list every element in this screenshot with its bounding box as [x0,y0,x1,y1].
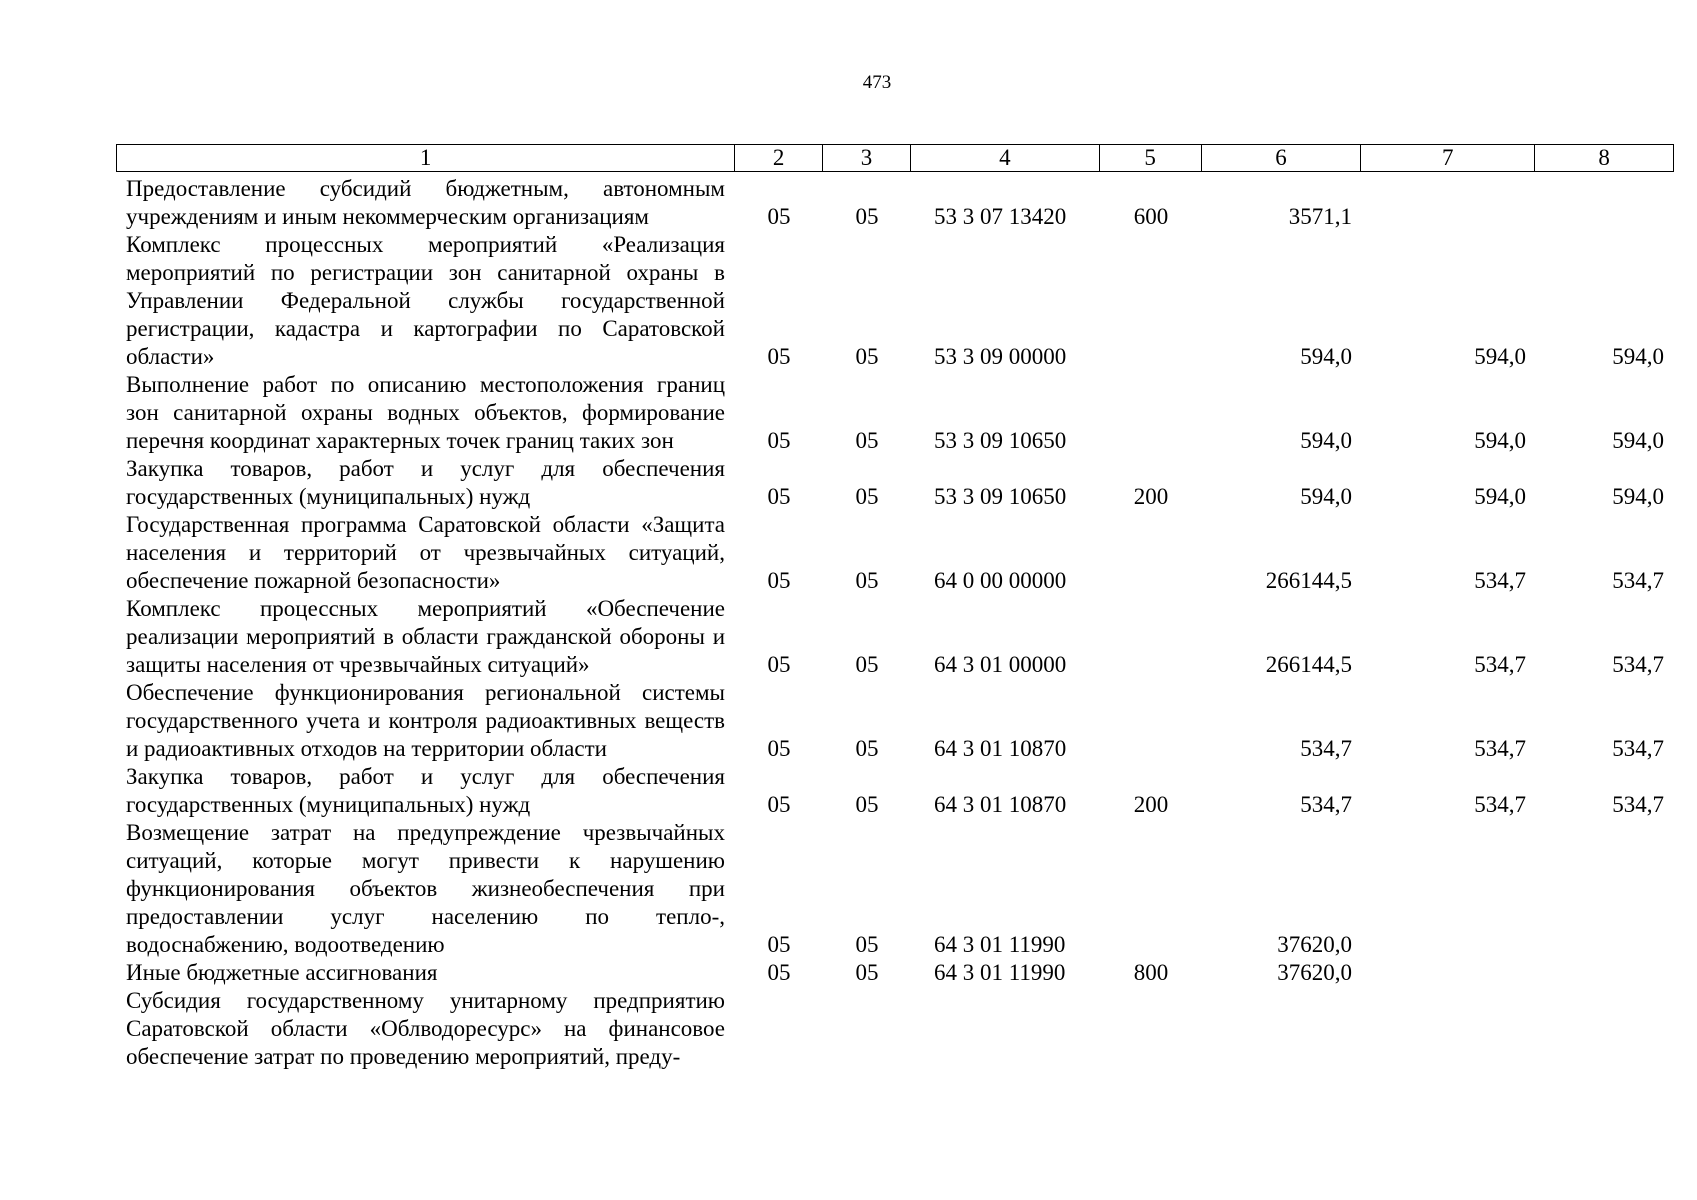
table-row [116,819,1674,959]
row-col-2: 05 [767,428,791,453]
header-col-5: 5 [1100,145,1202,171]
row-col-7: 534,7 [1474,792,1526,817]
table-row [116,511,1674,595]
row-col-2: 05 [767,736,791,761]
row-col-6: 594,0 [1300,344,1352,369]
table-header [116,144,1674,172]
row-col-4: 53 3 09 10650 [934,428,1067,453]
row-col-4: 64 3 01 11990 [934,932,1066,957]
table-row [116,763,1674,819]
row-col-4: 53 3 09 00000 [934,344,1067,369]
row-col-3: 05 [855,204,879,229]
row-col-6: 594,0 [1300,428,1352,453]
row-name: Предоставление субсидий бюджетным, автономным учреждениям и иным некоммерческим организациям [126,176,725,229]
row-name: Комплекс процессных мероприятий «Реализация мероприятий по регистрации зон санитарной охраны в Управлении Федеральной службы государственной регистрации, кадастра и картографии по Саратовской области» [126,232,725,369]
header-col-2: 2 [735,145,823,171]
row-name: Обеспечение функционирования региональной системы государственного учета и контроля радиоактивных веществ и радиоактивных отходов на территории области [126,680,725,761]
row-col-2: 05 [767,932,791,957]
table-row [116,455,1674,511]
row-col-6: 534,7 [1300,792,1352,817]
row-col-2: 05 [767,204,791,229]
row-col-3: 05 [855,428,879,453]
row-col-6: 266144,5 [1265,568,1352,593]
header-col-6: 6 [1202,145,1362,171]
row-col-3: 05 [855,568,879,593]
row-col-4: 53 3 07 13420 [934,204,1067,229]
row-col-7: 534,7 [1474,568,1526,593]
row-col-4: 64 3 01 11990 [934,960,1066,985]
row-col-2: 05 [767,484,791,509]
row-col-7: 594,0 [1474,484,1526,509]
row-col-2: 05 [767,792,791,817]
row-col-4: 64 0 00 00000 [934,568,1067,593]
row-col-3: 05 [855,792,879,817]
row-name: Комплекс процессных мероприятий «Обеспечение реализации мероприятий в области гражданской обороны и защиты населения от чрезвычайных ситуаций» [126,596,725,677]
row-col-2: 05 [767,960,791,985]
row-col-5: 800 [1133,960,1169,985]
table-row [116,595,1674,679]
row-col-3: 05 [855,652,879,677]
row-col-2: 05 [767,652,791,677]
row-col-4: 64 3 01 00000 [934,652,1067,677]
row-name: Иные бюджетные ассигнования [126,960,438,985]
row-name: Государственная программа Саратовской области «Защита населения и территорий от чрезвычайных ситуаций, обеспечение пожарной безопасности» [126,512,725,593]
row-col-8: 534,7 [1612,792,1664,817]
row-col-5: 600 [1133,204,1169,229]
row-col-4: 53 3 09 10650 [934,484,1067,509]
row-col-5: 200 [1133,792,1169,817]
row-name: Закупка товаров, работ и услуг для обеспечения государственных (муниципальных) нужд [126,456,725,509]
row-col-3: 05 [855,484,879,509]
row-col-7: 594,0 [1474,344,1526,369]
row-col-6: 266144,5 [1265,652,1352,677]
row-col-3: 05 [855,736,879,761]
row-col-6: 37620,0 [1277,932,1352,957]
row-col-6: 37620,0 [1277,960,1352,985]
table-row [116,987,1674,1071]
header-col-8: 8 [1598,145,1610,170]
header-col-4: 4 [911,145,1100,171]
row-name: Выполнение работ по описанию местоположения границ зон санитарной охраны водных объектов, формирование перечня координат характерных точек границ таких зон [126,372,725,453]
row-col-2: 05 [767,568,791,593]
table-row [116,231,1674,371]
row-col-8: 594,0 [1612,484,1664,509]
table-row [116,679,1674,763]
row-col-2: 05 [767,344,791,369]
row-col-6: 534,7 [1300,736,1352,761]
row-name: Субсидия государственному унитарному предприятию Саратовской области «Облводоресурс» на финансовое обеспечение затрат по проведению мероприятий, преду- [126,988,725,1069]
header-col-3: 3 [823,145,911,171]
row-col-8: 534,7 [1612,568,1664,593]
row-col-8: 594,0 [1612,428,1664,453]
row-col-3: 05 [855,932,879,957]
table-row [116,371,1674,455]
row-col-7: 534,7 [1474,652,1526,677]
row-name: Закупка товаров, работ и услуг для обеспечения государственных (муниципальных) нужд [126,764,725,817]
row-col-7: 534,7 [1474,736,1526,761]
row-col-8: 534,7 [1612,736,1664,761]
row-col-6: 3571,1 [1288,204,1352,229]
row-col-8: 594,0 [1612,344,1664,369]
page-number: 473 [862,72,892,93]
table-body [116,175,1674,1071]
row-col-8: 534,7 [1612,652,1664,677]
header-col-1: 1 [117,145,735,171]
row-col-5: 200 [1133,484,1169,509]
row-col-4: 64 3 01 10870 [934,792,1067,817]
row-name: Возмещение затрат на предупреждение чрезвычайных ситуаций, которые могут привести к нарушению функционирования объектов жизнеобеспечения при предоставлении услуг населению по тепло-, водоснабжению, водоотведению [126,820,725,957]
row-col-7: 594,0 [1474,428,1526,453]
row-col-6: 594,0 [1300,484,1352,509]
row-col-3: 05 [855,960,879,985]
table-row [116,175,1674,231]
header-col-7: 7 [1361,145,1535,171]
row-col-4: 64 3 01 10870 [934,736,1067,761]
row-col-3: 05 [855,344,879,369]
table-row [116,959,1674,987]
